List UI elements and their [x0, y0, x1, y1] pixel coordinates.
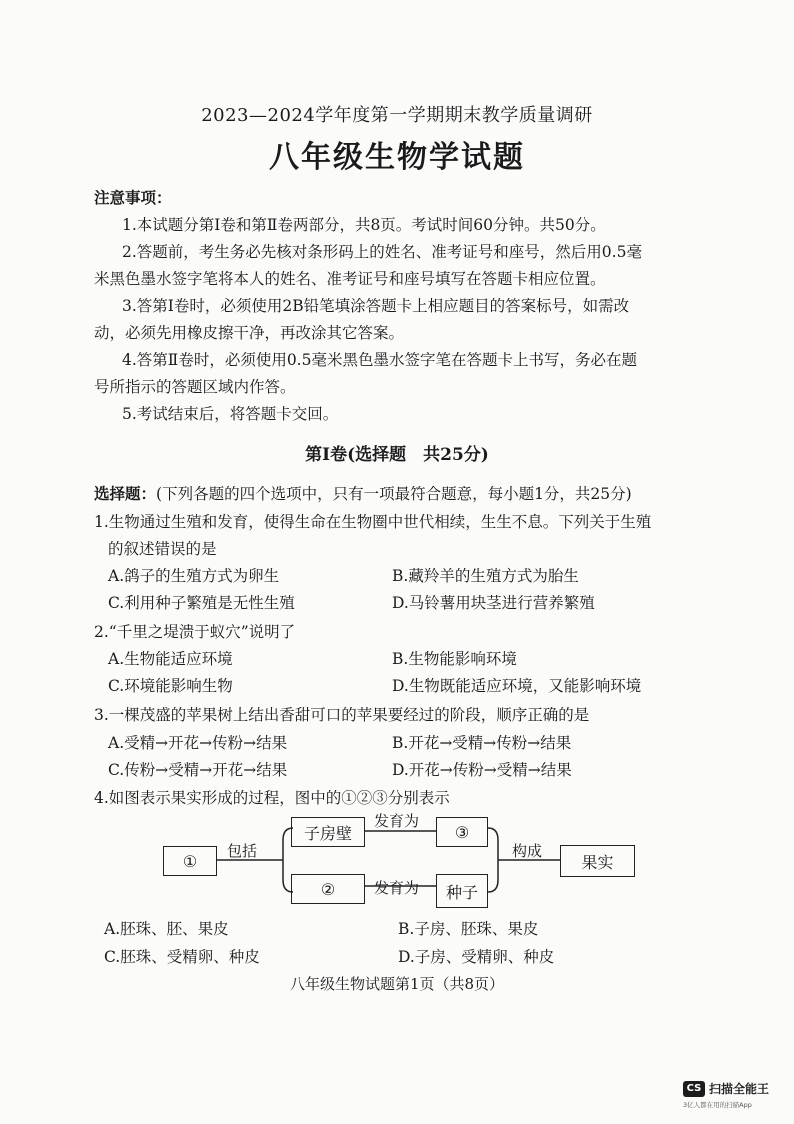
- q2-option-c: C.环境能影响生物: [108, 677, 233, 695]
- q3-option-b: B.开花→受精→传粉→结果: [392, 734, 572, 752]
- instruction-text: (下列各题的四个选项中，只有一项最符合题意，每小题1分，共25分): [156, 485, 632, 503]
- notice-line-3: 米黑色墨水签字笔将本人的姓名、准考证号和座号填写在答题卡相应位置。: [94, 270, 606, 288]
- q2-option-a: A.生物能适应环境: [108, 650, 233, 668]
- q3-stem: 3.一棵茂盛的苹果树上结出香甜可口的苹果要经过的阶段，顺序正确的是: [94, 706, 590, 724]
- diagram-box-1: ①: [163, 846, 217, 876]
- q1-stem-line-2: 的叙述错误的是: [108, 540, 217, 558]
- section-title: 第Ⅰ卷(选择题 共25分): [305, 445, 489, 465]
- diagram-label-develop-top: 发育为: [374, 812, 420, 830]
- notice-line-5: 动，必须先用橡皮擦干净，再改涂其它答案。: [94, 324, 405, 342]
- q3-option-d: D.开花→传粉→受精→结果: [392, 761, 572, 779]
- cs-logo-icon: CS: [683, 1081, 705, 1097]
- diagram-label-form: 构成: [512, 842, 543, 860]
- diagram-label-include: 包括: [227, 842, 258, 860]
- q2-option-d: D.生物既能适应环境，又能影响环境: [392, 677, 642, 695]
- exam-subtitle: 2023—2024学年度第一学期期末教学质量调研: [201, 105, 593, 126]
- q2-option-b: B.生物能影响环境: [392, 650, 517, 668]
- diagram-box-seed: 种子: [436, 874, 488, 908]
- scanner-watermark: [683, 1080, 769, 1097]
- notice-line-4: 3.答第Ⅰ卷时，必须使用2B铅笔填涂答题卡上相应题目的答案标号，如需改: [122, 297, 630, 315]
- notice-line-8: 5.考试结束后，将答题卡交回。: [122, 405, 339, 423]
- q3-option-c: C.传粉→受精→开花→结果: [108, 761, 288, 779]
- q4-stem: 4.如图表示果实形成的过程，图中的①②③分别表示: [94, 789, 450, 807]
- q1-option-a: A.鸽子的生殖方式为卵生: [108, 567, 280, 585]
- diagram-box-ovary-wall: 子房壁: [291, 817, 365, 847]
- exam-title: 八年级生物学试题: [269, 140, 525, 175]
- q4-option-b: B.子房、胚珠、果皮: [398, 920, 539, 938]
- diagram-box-3: ③: [436, 817, 488, 847]
- q1-option-d: D.马铃薯用块茎进行营养繁殖: [392, 594, 595, 612]
- notice-line-2: 2.答题前，考生务必先核对条形码上的姓名、准考证号和座号，然后用0.5毫: [122, 243, 642, 261]
- scanner-tagline: 3亿人都在用的扫描App: [683, 1101, 752, 1109]
- page-footer: 八年级生物试题第1页（共8页）: [289, 975, 505, 993]
- q3-option-a: A.受精→开花→传粉→结果: [108, 734, 288, 752]
- q4-option-c: C.胚珠、受精卵、种皮: [104, 948, 260, 966]
- scanner-app-name: 扫描全能王: [709, 1082, 770, 1096]
- instruction-label: 选择题：: [94, 484, 157, 503]
- notice-line-6: 4.答第Ⅱ卷时，必须使用0.5毫米黑色墨水签字笔在答题卡上书写，务必在题: [122, 351, 637, 369]
- diagram-box-fruit: 果实: [560, 845, 635, 877]
- q1-option-b: B.藏羚羊的生殖方式为胎生: [392, 567, 579, 585]
- q4-option-a: A.胚珠、胚、果皮: [104, 920, 229, 938]
- notice-heading: 注意事项：: [94, 188, 172, 207]
- notice-line-7: 号所指示的答题区域内作答。: [94, 378, 296, 396]
- diagram-label-develop-bottom: 发育为: [374, 879, 420, 897]
- diagram-box-2: ②: [291, 874, 365, 904]
- q1-option-c: C.利用种子繁殖是无性生殖: [108, 594, 295, 612]
- q2-stem: 2.“千里之堤溃于蚁穴”说明了: [94, 623, 296, 641]
- q4-option-d: D.子房、受精卵、种皮: [398, 948, 555, 966]
- right-brace: [488, 828, 498, 892]
- notice-line-1: 1.本试题分第Ⅰ卷和第Ⅱ卷两部分，共8页。考试时间60分钟。共50分。: [122, 216, 606, 234]
- q1-stem-line-1: 1.生物通过生殖和发育，使得生命在生物圈中世代相续，生生不息。下列关于生殖: [94, 513, 652, 531]
